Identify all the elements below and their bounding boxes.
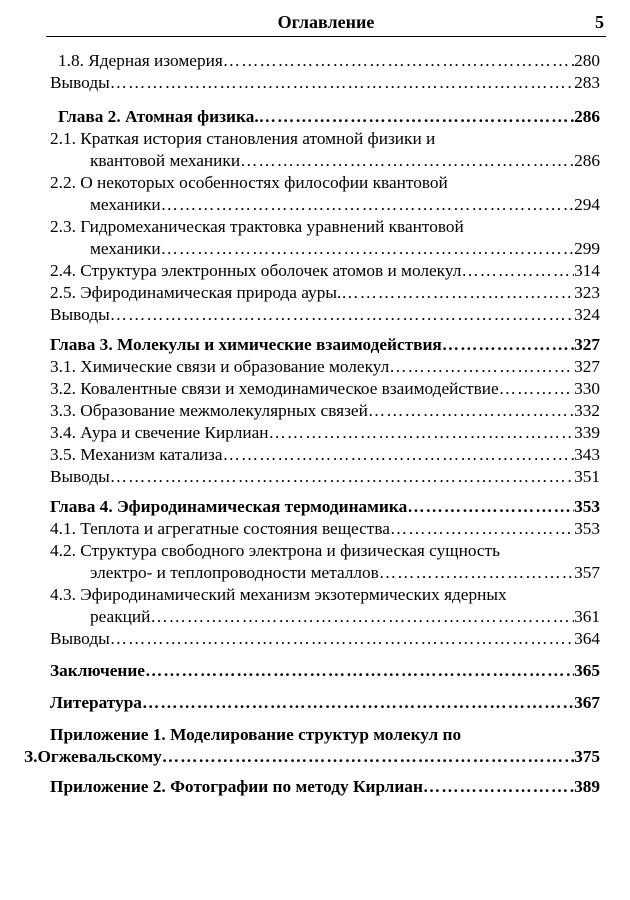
toc-entry-page: 283 <box>574 73 600 92</box>
toc-entry-title: 4.1. Теплота и агрегатные состояния вещества <box>50 519 390 538</box>
toc-leader <box>442 334 574 356</box>
toc-entry-title: Глава 2. Атомная физика. <box>58 107 259 126</box>
toc-leader <box>142 692 574 714</box>
toc-entry-page: 389 <box>574 777 600 796</box>
toc-entry-title: 4.3. Эфиродинамический механизм экзотермических ядерных <box>50 585 507 604</box>
toc-entry[interactable] <box>50 466 600 488</box>
toc-entry-title: 3.5. Механизм катализа <box>50 445 223 464</box>
toc-leader <box>259 106 574 128</box>
toc-entry[interactable] <box>50 400 600 422</box>
toc-entry-page: 314 <box>574 261 600 280</box>
toc-entry[interactable] <box>50 282 600 304</box>
toc-entry-title: 2.5. Эфиродинамическая природа ауры. <box>50 283 342 302</box>
toc-entry-page: 365 <box>574 661 600 680</box>
toc-leader <box>407 496 574 518</box>
toc-leader <box>499 378 574 400</box>
toc-chapter[interactable] <box>50 776 600 798</box>
toc-entry-continuation[interactable] <box>90 606 600 628</box>
toc-entry-page: 357 <box>574 563 600 582</box>
toc-entry-title: З.Огжевальскому <box>24 747 162 766</box>
toc-chapter[interactable] <box>50 496 600 518</box>
toc-entry-page: 343 <box>574 445 600 464</box>
toc-chapter[interactable] <box>50 334 600 356</box>
toc-leader <box>110 72 574 94</box>
toc-entry-title: 1.8. Ядерная изомерия <box>58 51 223 70</box>
toc-entry-title: Выводы <box>50 629 110 648</box>
toc-entry-title: механики <box>90 239 161 258</box>
toc-entry[interactable] <box>50 356 600 378</box>
toc-entry-page: 375 <box>574 747 600 766</box>
toc-leader <box>161 238 574 260</box>
toc-entry-continuation[interactable] <box>90 562 600 584</box>
toc-entry-page: 294 <box>574 195 600 214</box>
toc-leader <box>162 746 574 768</box>
toc-entry-page: 299 <box>574 239 600 258</box>
toc-entry[interactable] <box>50 584 600 606</box>
toc-entry-title: Приложение 2. Фотографии по методу Кирлиан <box>50 777 423 796</box>
toc-entry-title: квантовой механики <box>90 151 241 170</box>
toc-leader <box>390 518 574 540</box>
toc-entry-title: 3.3. Образование межмолекулярных связей <box>50 401 368 420</box>
toc-entry-title: механики <box>90 195 161 214</box>
toc-entry-title: Выводы <box>50 467 110 486</box>
toc-entry[interactable] <box>50 260 600 282</box>
toc-entry-page: 324 <box>574 305 600 324</box>
toc-leader <box>240 150 574 172</box>
toc-entry-page: 286 <box>574 107 600 126</box>
toc-entry[interactable] <box>50 540 600 562</box>
toc-leader <box>223 444 575 466</box>
toc-chapter[interactable] <box>50 660 600 682</box>
toc-entry-title: реакций <box>90 607 151 626</box>
toc-leader <box>423 776 574 798</box>
toc-entry-page: 353 <box>574 519 600 538</box>
toc-entry-page: 323 <box>574 283 600 302</box>
page-title: Оглавление <box>277 12 375 32</box>
toc-entry-continuation[interactable] <box>90 238 600 260</box>
toc-entry-page: 280 <box>574 51 600 70</box>
toc-leader <box>145 660 574 682</box>
toc-entry-title: Глава 4. Эфиродинамическая термодинамика <box>50 497 408 516</box>
toc-entry[interactable] <box>50 72 600 94</box>
toc-leader <box>223 50 574 72</box>
toc-entry[interactable] <box>50 422 600 444</box>
toc-entry-title: 2.2. О некоторых особенностях философии квантовой <box>50 173 448 192</box>
toc-leader <box>110 466 574 488</box>
toc-entry-page: 286 <box>574 151 600 170</box>
toc-entry-title: Выводы <box>50 73 110 92</box>
toc-leader <box>461 260 574 282</box>
toc-leader <box>110 628 574 650</box>
toc-entry-page: 351 <box>574 467 600 486</box>
toc-entry-page: 367 <box>574 693 600 712</box>
toc-entry-page: 330 <box>574 379 600 398</box>
toc-entry-title: Литература <box>50 693 142 712</box>
toc-chapter[interactable] <box>50 724 600 746</box>
toc-leader <box>110 304 574 326</box>
toc-entry-page: 327 <box>574 335 600 354</box>
toc-entry[interactable] <box>58 50 600 72</box>
toc-entry-title: 2.3. Гидромеханическая трактовка уравнений квантовой <box>50 217 464 236</box>
toc-entry-page: 364 <box>574 629 600 648</box>
toc-entry-page: 327 <box>574 357 600 376</box>
toc-entry[interactable] <box>50 518 600 540</box>
toc-entry-continuation[interactable] <box>90 194 600 216</box>
toc-entry[interactable] <box>50 128 600 150</box>
toc-entry-title: 3.1. Химические связи и образование молекул <box>50 357 390 376</box>
toc-leader <box>161 194 574 216</box>
toc-entry-page: 361 <box>574 607 600 626</box>
toc-entry-title: электро- и теплопроводности металлов <box>90 563 379 582</box>
toc-chapter-continuation[interactable] <box>24 746 600 768</box>
toc-entry-page: 332 <box>574 401 600 420</box>
toc-entry-title: Выводы <box>50 305 110 324</box>
toc-leader <box>341 282 574 304</box>
toc-leader <box>269 422 575 444</box>
toc-chapter[interactable] <box>58 106 600 128</box>
toc-entry[interactable] <box>50 172 600 194</box>
toc-chapter[interactable] <box>50 692 600 714</box>
toc-entry-title: Заключение <box>50 661 145 680</box>
toc-entry-title: 3.2. Ковалентные связи и хемодинамическое взаимодействие <box>50 379 499 398</box>
toc-entry-continuation[interactable] <box>90 150 600 172</box>
toc-entry-title: 4.2. Структура свободного электрона и физическая сущность <box>50 541 500 560</box>
toc-entry-title: 3.4. Аура и свечение Кирлиан <box>50 423 269 442</box>
toc-entry[interactable] <box>50 378 600 400</box>
toc-entry[interactable] <box>50 216 600 238</box>
toc-leader <box>150 606 574 628</box>
toc-entry-title: 2.4. Структура электронных оболочек атомов и молекул <box>50 261 462 280</box>
toc-entry-title: Глава 3. Молекулы и химические взаимодействия <box>50 335 442 354</box>
toc-entry-title: Приложение 1. Моделирование структур молекул по <box>50 725 462 744</box>
toc-entry[interactable] <box>50 444 600 466</box>
toc-leader <box>389 356 574 378</box>
toc-entry-page: 353 <box>574 497 600 516</box>
toc-entry-page: 339 <box>574 423 600 442</box>
page-number: 5 <box>595 12 604 32</box>
toc-entry-title: 2.1. Краткая история становления атомной физики и <box>50 129 436 148</box>
toc-leader <box>379 562 574 584</box>
page-header <box>46 8 606 37</box>
toc-entry[interactable] <box>50 304 600 326</box>
toc-leader <box>368 400 574 422</box>
toc-entry[interactable] <box>50 628 600 650</box>
